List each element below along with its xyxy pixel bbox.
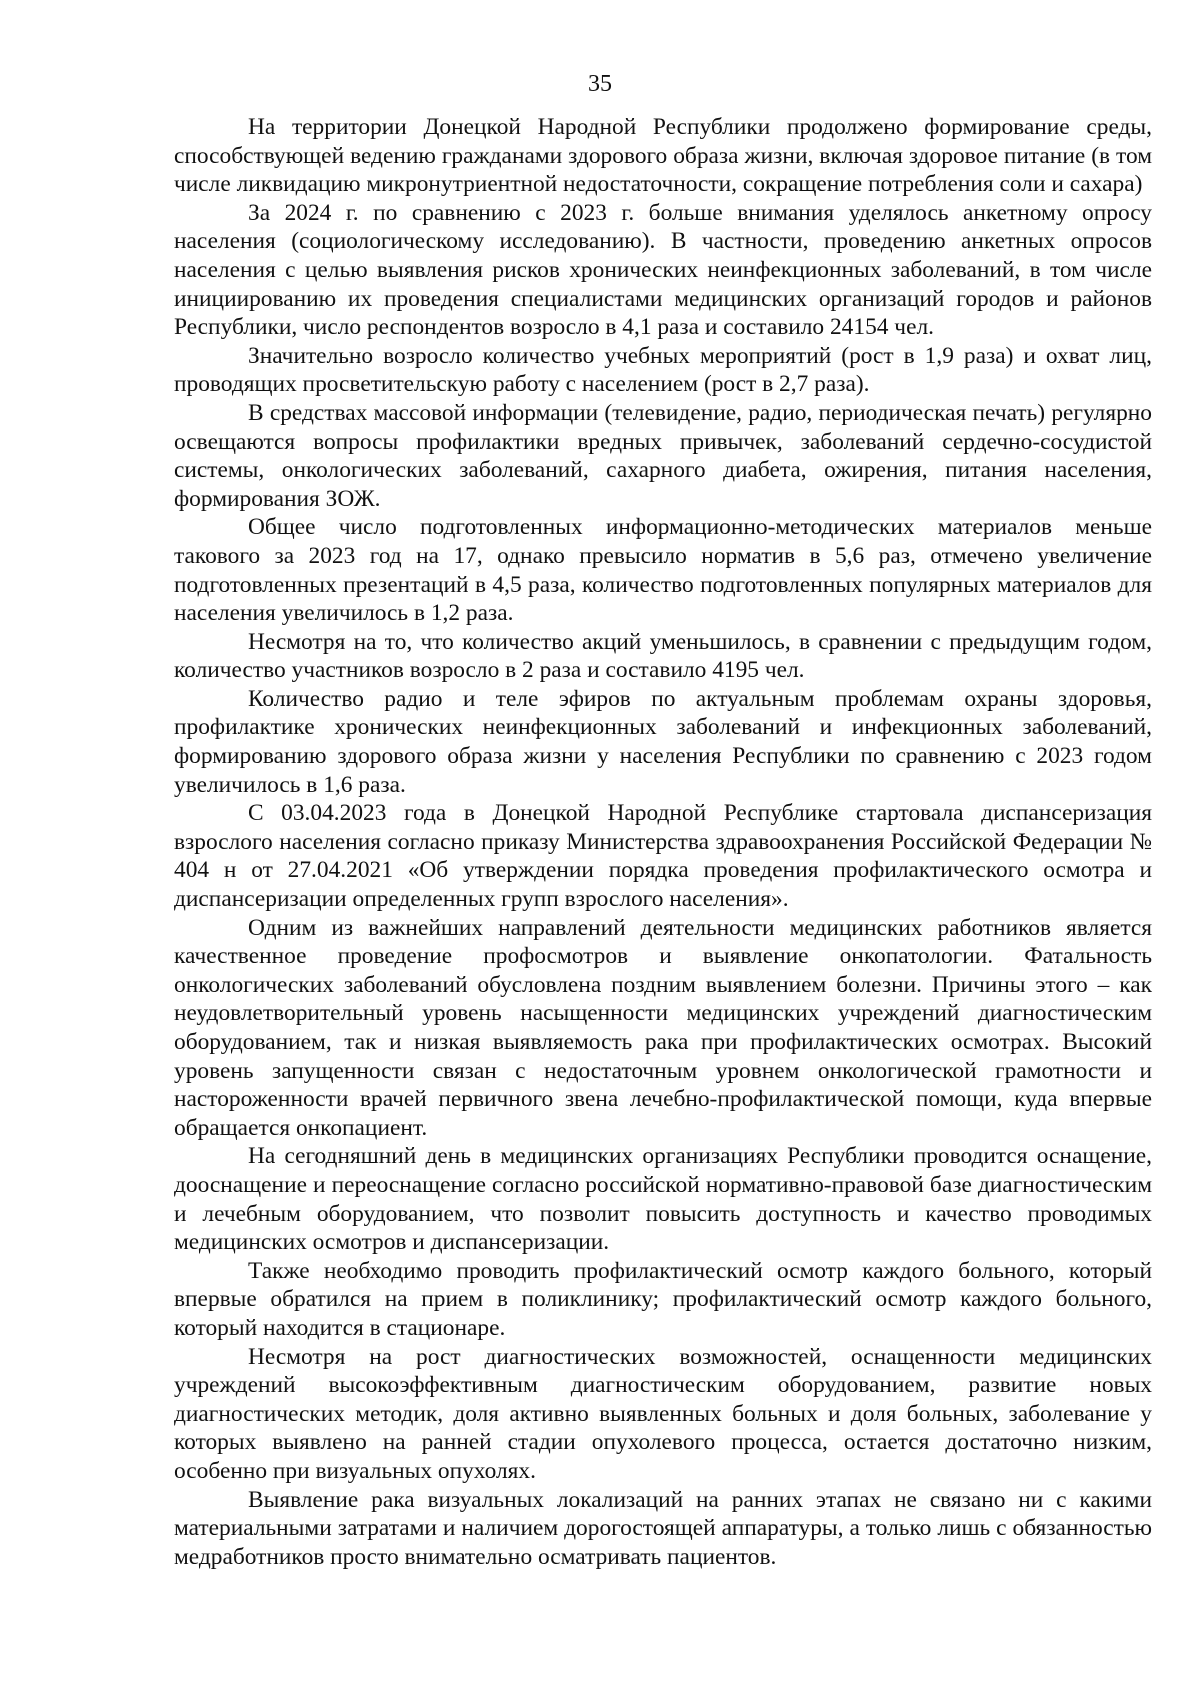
paragraph: В средствах массовой информации (телевидение, радио, периодическая печать) регулярно освещаются вопросы профилактики вредных привычек, заболеваний сердечно-сосудистой системы, онкологических заболеваний, сахарного диабета, ожирения, питания населения, формирования ЗОЖ. <box>174 399 1152 512</box>
page-number: 35 <box>588 71 612 97</box>
paragraph: Одним из важнейших направлений деятельности медицинских работников является качественное проведение профосмотров и выявление онкопатологии. Фатальность онкологических заболеваний обусловлена поздним выявлением болезни. Причины этого – как неудовлетворительный уровень насыщенности медицинских учреждений диагностическим оборудованием, так и низкая выявляемость рака при профилактических осмотрах. Высокий уровень запущенности связан с недостаточным уровнем онкологической грамотности и настороженности врачей первичного звена лечебно-профилактической помощи, куда впервые обращается онкопациент. <box>174 914 1152 1141</box>
paragraph: Несмотря на то, что количество акций уменьшилось, в сравнении с предыдущим годом, количество участников возросло в 2 раза и составило 4195 чел. <box>174 628 1152 684</box>
paragraph: Также необходимо проводить профилактический осмотр каждого больного, который впервые обратился на прием в поликлинику; профилактический осмотр каждого больного, который находится в стационаре. <box>174 1257 1152 1341</box>
paragraph: Значительно возросло количество учебных мероприятий (рост в 1,9 раза) и охват лиц, проводящих просветительскую работу с населением (рост в 2,7 раза). <box>174 342 1152 398</box>
paragraph: С 03.04.2023 года в Донецкой Народной Республике стартовала диспансеризация взрослого населения согласно приказу Министерства здравоохранения Российской Федерации № 404 н от 27.04.2021 «Об утверждении порядка проведения профилактического осмотра и диспансеризации определенных групп взрослого населения». <box>174 800 1152 913</box>
document-body <box>174 113 1152 1571</box>
paragraph: Общее число подготовленных информационно-методических материалов меньше такового за 2023 год на 17, однако превысило норматив в 5,6 раз, отмечено увеличение подготовленных презентаций в 4,5 раза, количество подготовленных популярных материалов для населения увеличилось в 1,2 раза. <box>174 514 1152 627</box>
paragraph: На сегодняшний день в медицинских организациях Республики проводится оснащение, дооснащение и переоснащение согласно российской нормативно-правовой базе диагностическим и лечебным оборудованием, что позволит повысить доступность и качество проводимых медицинских осмотров и диспансеризации. <box>174 1143 1152 1256</box>
paragraph: Несмотря на рост диагностических возможностей, оснащенности медицинских учреждений высокоэффективным диагностическим оборудованием, развитие новых диагностических методик, доля активно выявленных больных и доля больных, заболевание у которых выявлено на ранней стадии опухолевого процесса, остается достаточно низким, особенно при визуальных опухолях. <box>174 1343 1152 1484</box>
paragraph: Выявление рака визуальных локализаций на ранних этапах не связано ни с какими материальными затратами и наличием дорогостоящей аппаратуры, а только лишь с обязанностью медработников просто внимательно осматривать пациентов. <box>174 1486 1152 1570</box>
paragraph: За 2024 г. по сравнению с 2023 г. больше внимания уделялось анкетному опросу населения (социологическому исследованию). В частности, проведению анкетных опросов населения с целью выявления рисков хронических неинфекционных заболеваний, в том числе инициированию их проведения специалистами медицинских организаций городов и районов Республики, число респондентов возросло в 4,1 раза и составило 24154 чел. <box>174 199 1152 341</box>
paragraph: Количество радио и теле эфиров по актуальным проблемам охраны здоровья, профилактике хронических неинфекционных заболеваний и инфекционных заболеваний, формированию здорового образа жизни у населения Республики по сравнению с 2023 годом увеличилось в 1,6 раза. <box>174 685 1152 798</box>
paragraph: На территории Донецкой Народной Республики продолжено формирование среды, способствующей ведению гражданами здорового образа жизни, включая здоровое питание (в том числе ликвидацию микронутриентной недостаточности, сокращение потребления соли и сахара) <box>174 114 1152 198</box>
